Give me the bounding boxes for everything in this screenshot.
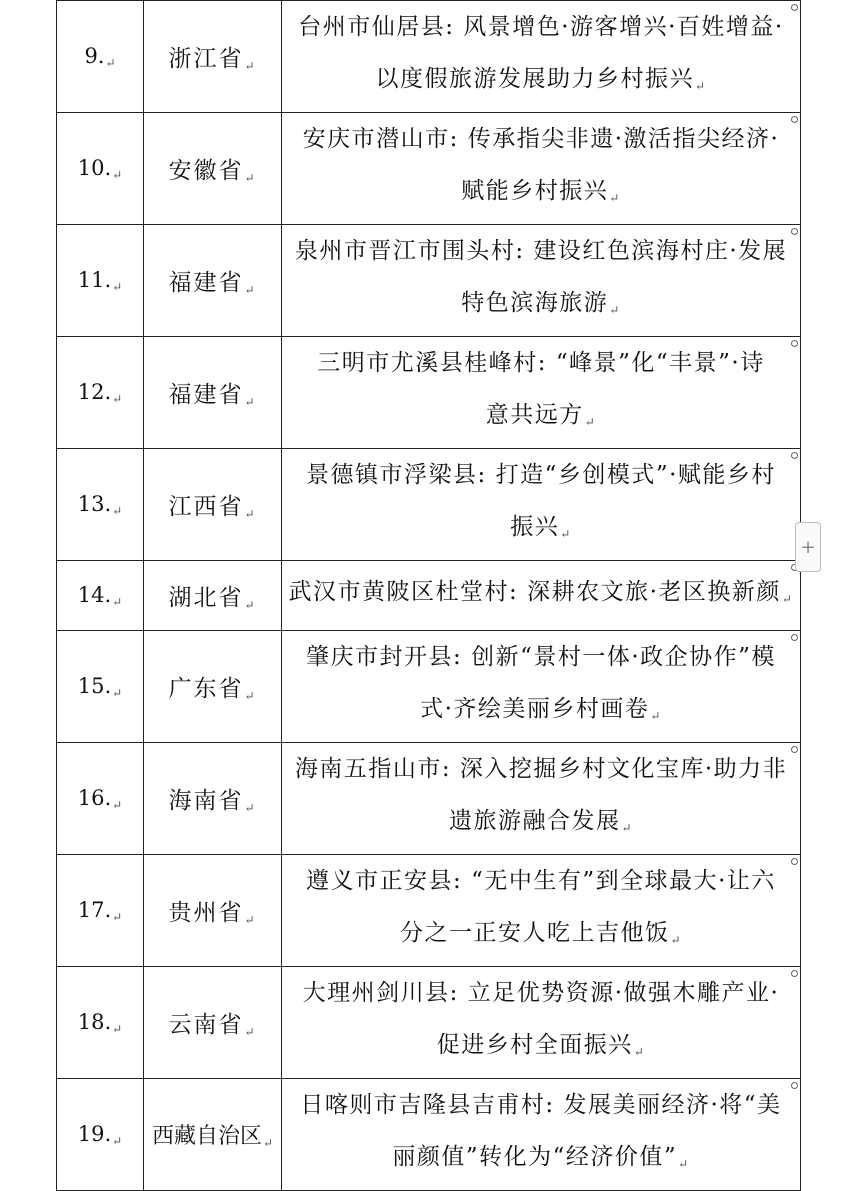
table-row [57, 631, 801, 743]
description-line [284, 113, 798, 165]
description-line [284, 683, 798, 742]
description-text: 大理州剑川县: 立足优势资源·做强木雕产业· [302, 980, 780, 1006]
description-line [284, 389, 798, 448]
table-row [57, 1079, 801, 1191]
description-line [284, 337, 798, 389]
paragraph-mark-icon: ↵ [244, 801, 257, 815]
province-name: 安徽省 [168, 158, 244, 184]
description-line [284, 1079, 798, 1131]
paragraph-mark-icon: ↵ [244, 395, 257, 409]
province-name: 贵州省 [168, 900, 244, 926]
paragraph-mark-icon: ↵ [244, 1025, 257, 1039]
description-text: 分之一正安人吃上吉他饭 [399, 920, 670, 946]
description-text: 意共远方 [485, 402, 584, 428]
paragraph-mark-icon: ↵ [112, 685, 123, 700]
table-row [57, 449, 801, 561]
paragraph-mark-icon: ↵ [650, 709, 662, 723]
paragraph-mark-icon: ↵ [609, 191, 621, 205]
description-text: 三明市尤溪县桂峰村: “峰景”化“丰景”·诗 [317, 350, 765, 376]
case-description-cell[interactable] [282, 967, 801, 1079]
paragraph-mark-icon: ↵ [112, 279, 123, 294]
province-cell[interactable] [144, 113, 282, 225]
paragraph-mark-icon: ↵ [560, 527, 572, 541]
paragraph-mark-icon: ↵ [112, 909, 123, 924]
description-line [284, 225, 798, 277]
province-name: 福建省 [168, 382, 244, 408]
description-text: 安庆市潜山市: 传承指尖非遗·激活指尖经济· [302, 126, 780, 152]
province-cell[interactable] [144, 855, 282, 967]
paragraph-mark-icon: ↵ [112, 167, 123, 182]
description-line [284, 165, 798, 224]
province-name: 福建省 [168, 270, 244, 296]
table-row [57, 1, 801, 113]
paragraph-mark-icon: ↵ [670, 933, 683, 947]
cell-end-mark-icon [791, 858, 798, 865]
paragraph-mark-icon: ↵ [244, 913, 257, 927]
case-description-cell[interactable] [282, 1, 801, 113]
province-cell[interactable] [144, 631, 282, 743]
rural-tourism-cases-table [56, 0, 801, 1191]
province-cell[interactable] [144, 1079, 282, 1191]
row-number-cell[interactable] [57, 337, 144, 449]
case-description-cell[interactable] [282, 855, 801, 967]
paragraph-mark-icon: ↵ [678, 1157, 690, 1171]
case-description-cell[interactable] [282, 337, 801, 449]
case-description-cell[interactable] [282, 743, 801, 855]
description-text: 泉州市晋江市围头村: 建设红色滨海村庄·发展 [294, 238, 788, 264]
paragraph-mark-icon: ↵ [112, 391, 123, 406]
paragraph-mark-icon: ↵ [244, 507, 257, 521]
description-line [284, 907, 798, 966]
description-text: 赋能乡村振兴 [461, 178, 609, 204]
paragraph-mark-icon: ↵ [609, 303, 621, 317]
cell-end-mark-icon [791, 1082, 798, 1089]
description-line [284, 855, 798, 907]
row-number-cell[interactable] [57, 1, 144, 113]
row-number: 18. [77, 1009, 112, 1034]
cell-end-mark-icon [791, 116, 798, 123]
row-number: 19. [77, 1121, 112, 1146]
cell-end-mark-icon [791, 970, 798, 977]
row-number-cell[interactable] [57, 1079, 144, 1191]
row-number-cell[interactable] [57, 113, 144, 225]
paragraph-mark-icon: ↵ [584, 415, 597, 429]
description-text: 丽颜值”转化为“经济价值” [392, 1144, 678, 1170]
description-line [284, 566, 798, 625]
paragraph-mark-icon: ↵ [244, 59, 257, 73]
description-text: 遗旅游融合发展 [448, 808, 621, 834]
description-line [284, 967, 798, 1019]
province-cell[interactable] [144, 1, 282, 113]
paragraph-mark-icon: ↵ [112, 1021, 123, 1036]
description-line [284, 1, 798, 53]
province-name: 海南省 [168, 788, 244, 814]
row-number: 11. [77, 267, 112, 292]
paragraph-mark-icon: ↵ [244, 689, 257, 703]
paragraph-mark-icon: ↵ [105, 55, 116, 70]
paragraph-mark-icon: ↵ [112, 1133, 123, 1148]
case-description-cell[interactable] [282, 1079, 801, 1191]
table-row [57, 225, 801, 337]
paragraph-mark-icon: ↵ [244, 171, 257, 185]
row-number-cell[interactable] [57, 743, 144, 855]
row-number: 12. [77, 379, 112, 404]
province-cell[interactable] [144, 225, 282, 337]
description-text: 台州市仙居县: 风景增色·游客增兴·百姓增益· [298, 14, 784, 40]
table-row [57, 743, 801, 855]
province-cell[interactable] [144, 337, 282, 449]
description-line [284, 743, 798, 795]
row-number: 17. [77, 897, 112, 922]
row-number-cell[interactable] [57, 561, 144, 631]
row-number: 13. [77, 491, 112, 516]
paragraph-mark-icon: ↵ [621, 821, 634, 835]
add-row-button[interactable]: + [795, 522, 821, 572]
cell-end-mark-icon [791, 634, 798, 641]
description-line [284, 501, 798, 560]
paragraph-mark-icon: ↵ [262, 1136, 274, 1150]
cell-end-mark-icon [791, 746, 798, 753]
row-number-cell[interactable] [57, 855, 144, 967]
province-name: 江西省 [168, 494, 244, 520]
description-line [284, 277, 798, 336]
description-line [284, 449, 798, 501]
description-line [284, 1131, 798, 1190]
cell-end-mark-icon [791, 228, 798, 235]
description-text: 以度假旅游发展助力乡村振兴 [375, 66, 694, 92]
paragraph-mark-icon: ↵ [633, 1045, 646, 1059]
table-row [57, 855, 801, 967]
description-text: 振兴 [510, 514, 560, 540]
row-number-cell[interactable] [57, 449, 144, 561]
paragraph-mark-icon: ↵ [244, 283, 257, 297]
case-description-cell[interactable] [282, 449, 801, 561]
province-name: 云南省 [168, 1012, 244, 1038]
province-cell[interactable] [144, 967, 282, 1079]
description-line [284, 1019, 798, 1078]
paragraph-mark-icon: ↵ [112, 594, 123, 609]
description-text: 日喀则市吉隆县吉甫村: 发展美丽经济·将“美 [300, 1092, 782, 1118]
description-line [284, 53, 798, 112]
province-cell[interactable] [144, 743, 282, 855]
row-number: 16. [77, 785, 112, 810]
row-number-cell[interactable] [57, 967, 144, 1079]
row-number: 9. [84, 43, 105, 68]
description-text: 肇庆市封开县: 创新“景村一体·政企协作”模 [306, 644, 776, 670]
cell-end-mark-icon [791, 340, 798, 347]
table-row [57, 337, 801, 449]
description-text: 特色滨海旅游 [461, 290, 609, 316]
table-row [57, 113, 801, 225]
row-number: 14. [77, 582, 112, 607]
paragraph-mark-icon: ↵ [694, 79, 707, 93]
row-number: 10. [77, 155, 112, 180]
description-text: 海南五指山市: 深入挖掘乡村文化宝库·助力非 [294, 756, 788, 782]
description-text: 遵义市正安县: “无中生有”到全球最大·让六 [306, 868, 776, 894]
case-description-cell[interactable] [282, 113, 801, 225]
cell-end-mark-icon [791, 4, 798, 11]
description-text: 武汉市黄陂区杜堂村: 深耕农文旅·老区换新颜 [288, 579, 781, 605]
description-text: 促进乡村全面振兴 [436, 1032, 633, 1058]
case-description-cell[interactable] [282, 631, 801, 743]
row-number-cell[interactable] [57, 631, 144, 743]
province-cell[interactable] [144, 561, 282, 631]
row-number: 15. [77, 673, 112, 698]
case-description-cell[interactable] [282, 225, 801, 337]
province-cell[interactable] [144, 449, 282, 561]
description-text: 式·齐绘美丽乡村画卷 [420, 696, 650, 722]
table-row [57, 561, 801, 631]
description-line [284, 795, 798, 854]
province-name: 浙江省 [168, 46, 244, 72]
paragraph-mark-icon: ↵ [244, 598, 257, 612]
paragraph-mark-icon: ↵ [112, 503, 123, 518]
paragraph-mark-icon: ↵ [112, 797, 123, 812]
description-line [284, 631, 798, 683]
table-row [57, 967, 801, 1079]
province-name: 西藏自治区 [151, 1124, 262, 1149]
province-name: 湖北省 [168, 585, 244, 611]
paragraph-mark-icon: ↵ [781, 592, 794, 606]
description-text: 景德镇市浮梁县: 打造“乡创模式”·赋能乡村 [306, 462, 776, 488]
row-number-cell[interactable] [57, 225, 144, 337]
cell-end-mark-icon [791, 452, 798, 459]
province-name: 广东省 [168, 676, 244, 702]
case-description-cell[interactable] [282, 561, 801, 631]
